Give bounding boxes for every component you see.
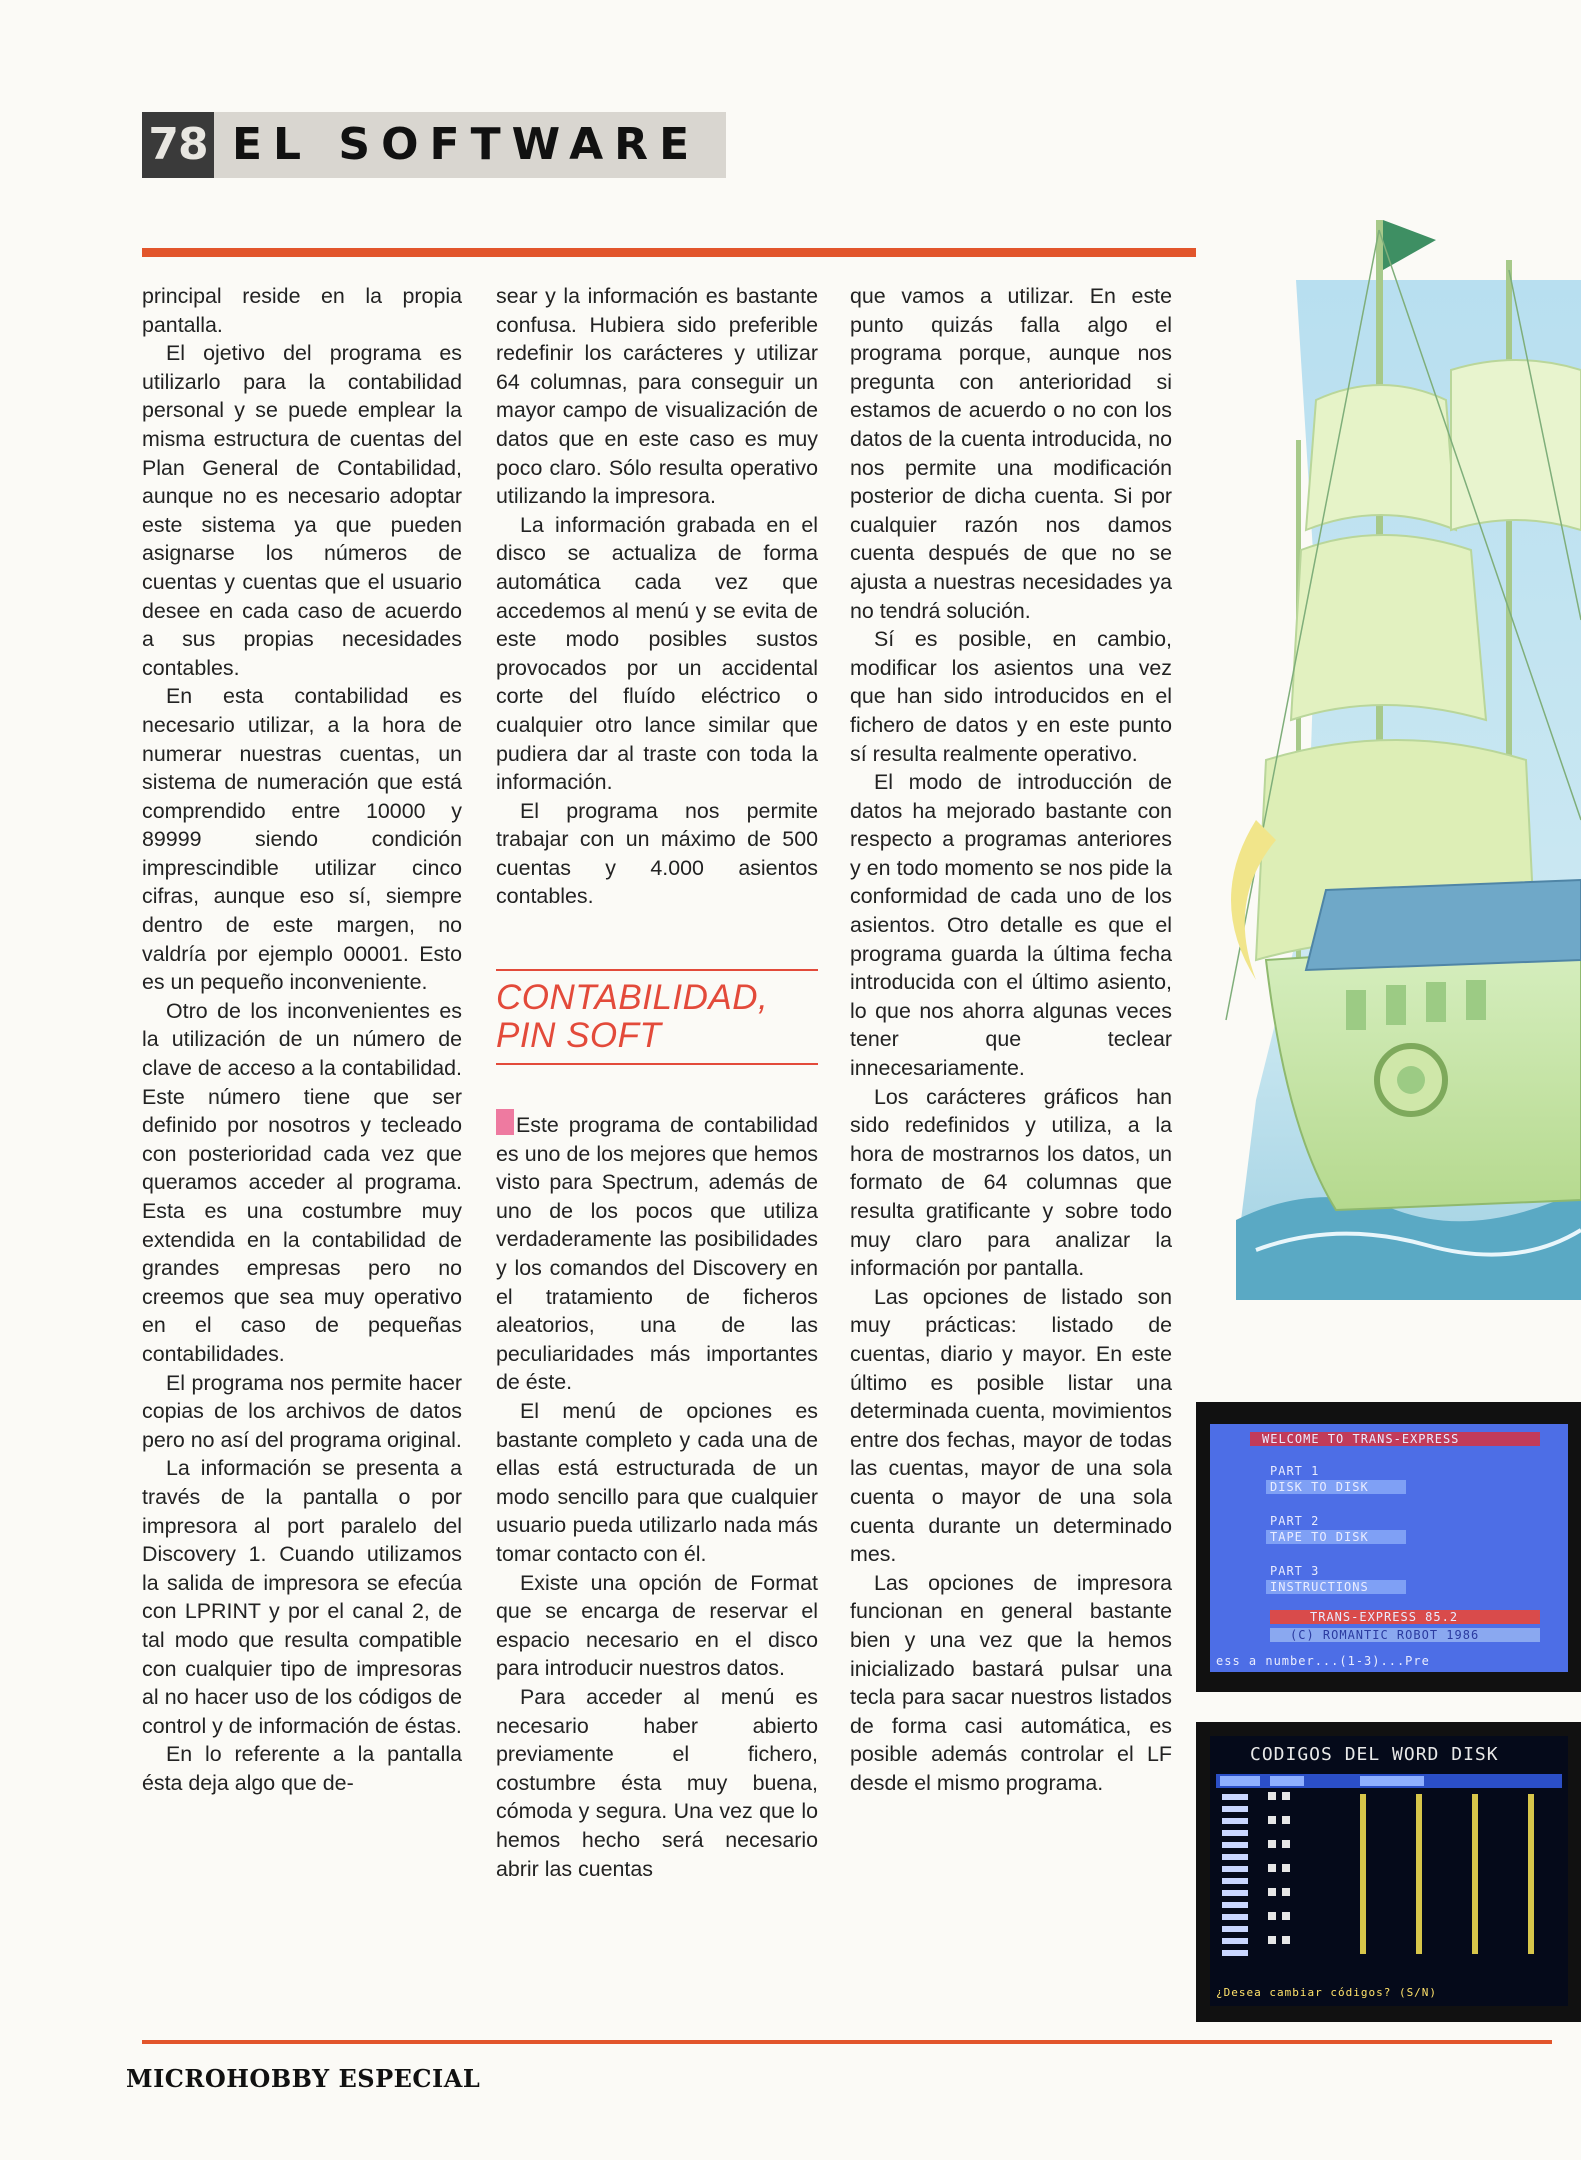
screen-text: WELCOME TO TRANS-EXPRESS [1262, 1432, 1460, 1446]
screen-display [1210, 1736, 1568, 2006]
drop-cap-mark [496, 1109, 514, 1135]
lead-paragraph [496, 1109, 818, 1397]
paragraph: Los carácteres gráficos han sido redefinidos y utiliza, a la hora de mostrarnos los datos, un formato de 64 columnas que resulta gratificante y sobre todo muy claro para analizar la información por pantalla. [850, 1084, 1172, 1281]
paragraph: El modo de introducción de datos ha mejorado bastante con respecto a programas anteriores y en todo momento se nos pide la conformidad de cada uno de los asientos. Otro detalle es que el programa guarda la última fecha introducida con el último asiento, lo que nos ahorra algunas veces tener que teclear innecesariamente. [850, 770, 1172, 1081]
paragraph: principal reside en la propia pantalla. [142, 284, 462, 337]
word-disk-codes-screenshot [1196, 1722, 1581, 2022]
screen-text: ess a number...(1-3)...Pre [1216, 1654, 1430, 1668]
paragraph: Otro de los inconvenientes es la utilización de un número de clave de acceso a la contabilidad. Este número tiene que ser definido por nosotros y tecleado con posterioridad cada vez que queramos acceder al programa. Esta es una costumbre muy extendida en la contabilidad de grandes empresas pero no creemos que sea muy operativo en el caso de pequeñas contabilidades. [142, 998, 462, 1366]
screen-text: PART 3 [1270, 1564, 1320, 1578]
paragraph: En esta contabilidad es necesario utilizar, a la hora de numerar nuestras cuentas, un sistema de numeración que está comprendido entre 10000 y 89999 siendo condición imprescindible utilizar cinco cifras, aunque eso sí, siempre dentro de este margen, no valdría por ejemplo 00001. Esto es un pequeño inconveniente. [142, 684, 462, 995]
paragraph: Las opciones de impresora funcionan en general bastante bien y una vez que la hemos inicializado bastará pulsar una tecla para sacar nuestros listados de forma casi automática, es posible además controlar el LF desde el mismo programa. [850, 1570, 1172, 1795]
footer-magazine-label: MICROHOBBY ESPECIAL [126, 2064, 481, 2093]
subheading-line: PIN SOFT [496, 1016, 662, 1056]
screen-text: PART 2 [1270, 1514, 1320, 1528]
screen-text: DISK TO DISK [1270, 1480, 1369, 1494]
paragraph: Para acceder al menú es necesario haber abierto previamente el fichero, costumbre ésta muy buena, cómoda y segura. Una vez que lo hemos hecho será necesario abrir las cuentas [496, 1684, 818, 1881]
paragraph: Sí es posible, en cambio, modificar los asientos una vez que han sido introducidos en el fichero de datos y en este punto sí resulta realmente operativo. [850, 627, 1172, 766]
screen-text: TAPE TO DISK [1270, 1530, 1369, 1544]
screen-text: (C) ROMANTIC ROBOT 1986 [1290, 1628, 1480, 1642]
screen-text: TRANS-EXPRESS 85.2 [1310, 1610, 1459, 1624]
paragraph: La información se presenta a través de la pantalla o por impresora al port paralelo del Discovery 1. Cuando utilizamos la salida de impresora se efecúa con LPRINT y por el canal 2, de tal modo que resulta compatible con cualquier tipo de impresoras al no hacer uso de los códigos de control y de información de éstas. [142, 1456, 462, 1738]
article-column-3 [850, 282, 1172, 1797]
paragraph: Existe una opción de Format que se encarga de reservar el espacio necesario en el disco para introducir nuestros datos. [496, 1570, 818, 1681]
screen-text: INSTRUCTIONS [1270, 1580, 1369, 1594]
screen-display [1210, 1424, 1568, 1672]
paragraph: El ojetivo del programa es utilizarlo para la contabilidad personal y se puede emplear la misma estructura de cuentas del Plan General de Contabilidad, aunque no es necesario adoptar este sistema ya que pueden asignarse los números de cuentas y cuentas que el usuario desee en cada caso de acuerdo a sus propias necesidades contables. [142, 341, 462, 680]
lead-paragraph-text: Este programa de contabilidad es uno de los mejores que hemos visto para Spectrum, además de uno de los pocos que utiliza verdaderamente las posibilidades y los comandos del Discovery en el tratamiento de ficheros aleatorios, una de las peculiaridades más importantes de éste. [496, 1113, 818, 1395]
codes-table-graphic [1210, 1770, 1568, 1990]
paragraph: sear y la información es bastante confusa. Hubiera sido preferible redefinir los carácteres y utilizar 64 columnas, para conseguir un mayor campo de visualización de datos que en este caso es muy poco claro. Sólo resulta operativo utilizando la impresora. [496, 284, 818, 509]
paragraph: El menú de opciones es bastante completo y cada una de ellas está estructurada de un modo sencillo para que cualquier usuario pueda utilizarlo nada más tomar contacto con él. [496, 1399, 818, 1566]
galleon-artwork [1196, 200, 1581, 1300]
screen-text: PART 1 [1270, 1464, 1320, 1478]
trans-express-screenshot [1196, 1402, 1581, 1692]
paragraph: La información grabada en el disco se actualiza de forma automática cada vez que accedemos al menú y se evita de este modo posibles sustos provocados por un accidental corte del fluído eléctrico o cualquier otro lance similar que pudiera dar al traste con toda la información. [496, 512, 818, 795]
paragraph: que vamos a utilizar. En este punto quizás falla algo el programa porque, aunque nos pregunta con anterioridad si estamos de acuerdo o no con los datos de la cuenta introducida, no nos permite una modificación posterior de dicha cuenta. Si por cualquier razón nos damos cuenta después de que no se ajusta a nuestras necesidades ya no tendrá solución. [850, 284, 1172, 623]
galleon-illustration [1196, 200, 1581, 1300]
article-column-1 [142, 282, 462, 1797]
page-number: 78 [142, 112, 214, 178]
article-column-2 [496, 282, 818, 1883]
subheading-line: CONTABILIDAD, [496, 978, 769, 1018]
screen-title: CODIGOS DEL WORD DISK [1250, 1744, 1499, 1765]
section-title: EL SOFTWARE [232, 119, 701, 170]
paragraph: Las opciones de listado son muy prácticas: listado de cuentas, diario y mayor. En este último es posible listar una determinada cuenta, movimientos entre dos fechas, mayor de todas las cuentas, mayor de una sola cuenta o mayor de una sola cuenta durante un determinado mes. [850, 1284, 1172, 1567]
paragraph: El programa nos permite trabajar con un máximo de 500 cuentas y 4.000 asientos contables. [496, 798, 818, 909]
paragraph: El programa nos permite hacer copias de los archivos de datos pero no así del programa original. [142, 1370, 462, 1452]
paragraph: En lo referente a la pantalla ésta deja algo que de- [142, 1742, 462, 1795]
screen-prompt: ¿Desea cambiar códigos? (S/N) [1216, 1986, 1438, 1999]
subheading [496, 969, 818, 1065]
bottom-rule [142, 2040, 1552, 2044]
